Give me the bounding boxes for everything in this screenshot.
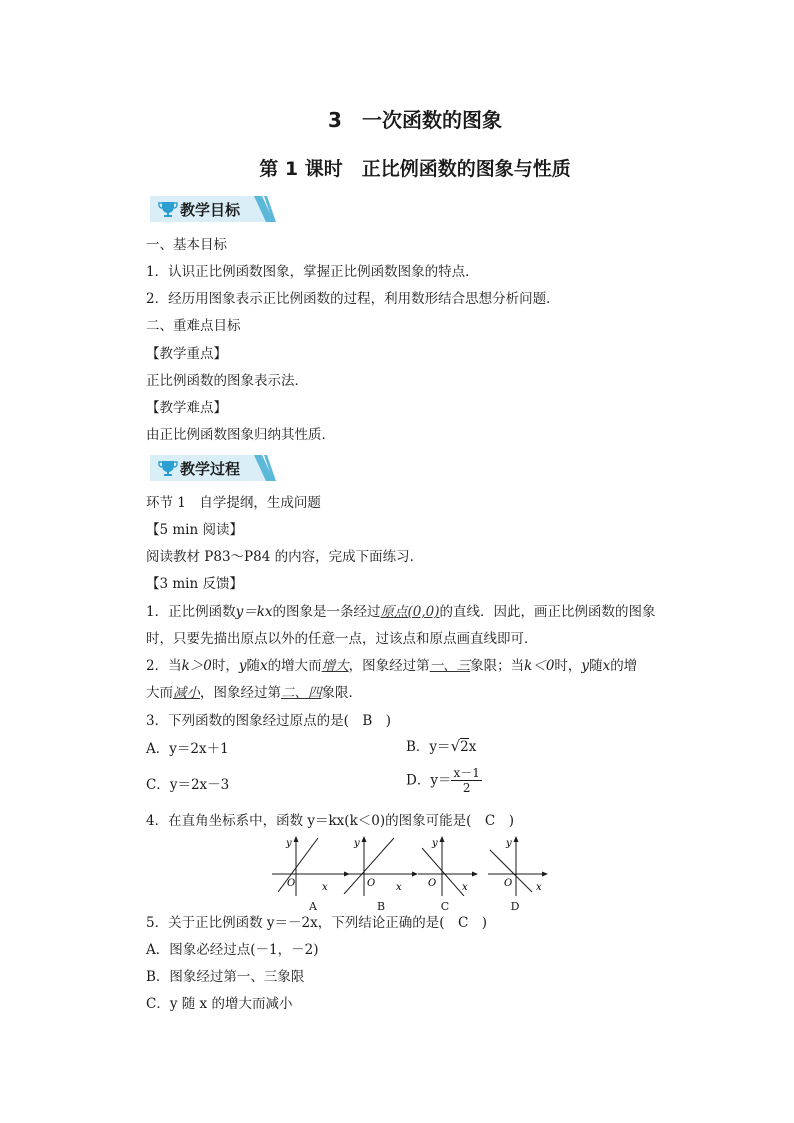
axis-x-label: x	[322, 882, 328, 893]
question-1-line-1	[146, 603, 656, 621]
q4-figure-d	[474, 834, 556, 913]
q2-var: y	[581, 658, 590, 674]
question-5-option-a: A．图象必经过点(－1，－2)	[146, 942, 319, 958]
figure-label: D	[510, 900, 520, 913]
q3-b-radicand: 2	[460, 739, 469, 755]
q2-text: 随	[246, 658, 261, 674]
q2-text: 象限；当	[470, 658, 525, 674]
section-label-process: 教学过程	[180, 460, 241, 478]
q3-b-prefix: B．y＝	[406, 739, 451, 755]
q2-var: x	[260, 658, 268, 674]
q2-condition: k＞0	[181, 658, 212, 674]
q2-text: 象限．	[321, 685, 362, 701]
figure-label: A	[309, 900, 317, 913]
section-label-goals: 教学目标	[180, 201, 241, 219]
section-tab-goals	[150, 196, 276, 222]
q3-d-fraction	[451, 766, 481, 795]
q2-text: ，图象经过第	[348, 658, 430, 674]
axis-y-label: y	[432, 838, 438, 849]
q2-text: ，图象经过第	[200, 685, 281, 701]
goals-key-heading: 二、重难点目标	[146, 318, 241, 334]
question-3-option-a: A．y＝2x＋1	[146, 741, 229, 757]
question-1-line-2: 时，只要先描出原点以外的任意一点，过该点和原点画直线即可．	[146, 631, 538, 647]
axis-x-label: x	[396, 882, 402, 893]
focus-label: 【教学重点】	[146, 346, 227, 362]
q2-text: 的增大而	[267, 658, 322, 674]
goals-item-2: 2．经历用图象表示正比例函数的过程，利用数形结合思想分析问题．	[146, 291, 560, 307]
q1-text: 1．正比例函数	[146, 604, 236, 620]
read-text: 阅读教材 P83～P84 的内容，完成下面练习．	[146, 549, 424, 565]
q1-answer-blank: 原点(0,0)	[380, 604, 440, 620]
origin-label: O	[367, 878, 376, 889]
line-graph-icon	[474, 834, 556, 896]
fraction-numerator: x－1	[453, 766, 480, 780]
q2-var: x	[602, 658, 611, 674]
question-2-line-2	[146, 684, 362, 702]
q1-text: 的直线．因此，画正比例函数的图象	[439, 604, 656, 620]
question-5-stem: 5．关于正比例函数 y＝－2x，下列结论正确的是( C )	[146, 915, 488, 931]
sqrt-symbol: √	[450, 737, 461, 755]
figure-label: B	[376, 900, 386, 913]
question-2-line-1	[146, 657, 637, 675]
axis-x-label: x	[536, 882, 542, 893]
trophy-icon	[158, 458, 178, 478]
q2-text: 大而	[146, 685, 173, 701]
question-3-option-c: C．y＝2x－3	[146, 777, 230, 793]
feedback-label: 【3 min 反馈】	[146, 576, 243, 592]
axis-y-label: y	[286, 838, 292, 849]
question-3-option-d	[406, 766, 482, 795]
q3-b-suffix: x	[468, 739, 477, 755]
q2-answer-blank: 增大	[321, 658, 349, 674]
section-tab-process	[150, 455, 276, 481]
question-4-stem: 4．在直角坐标系中，函数 y＝kx(k＜0)的图象可能是( C )	[146, 813, 514, 829]
axis-x-label: x	[462, 882, 468, 893]
page-subtitle: 第 1 课时 正比例函数的图象与性质	[259, 158, 571, 180]
page-title: 3 一次函数的图象	[328, 108, 502, 132]
axis-y-label: y	[506, 838, 512, 849]
q2-text: 2．当	[146, 658, 182, 674]
q2-text: 随	[589, 658, 603, 674]
figure-label: C	[440, 900, 450, 913]
question-5-option-c: C．y 随 x 的增大而减小	[146, 996, 293, 1012]
q1-text: 的图象是一条经过	[272, 604, 381, 620]
question-5-option-b: B．图象经过第一、三象限	[146, 969, 305, 985]
difficulty-text: 由正比例函数图象归纳其性质．	[146, 427, 335, 443]
origin-label: O	[504, 878, 513, 889]
q2-text: 的增	[610, 658, 638, 674]
difficulty-label: 【教学难点】	[146, 400, 227, 416]
q2-condition: k＜0	[524, 658, 555, 674]
q2-answer-blank: 减小	[173, 685, 200, 701]
origin-label: O	[287, 878, 296, 889]
q2-answer-blank: 二、四	[281, 685, 322, 701]
goals-basic-heading: 一、基本目标	[146, 237, 227, 253]
trophy-icon	[158, 199, 178, 219]
read-label: 【5 min 阅读】	[146, 522, 243, 538]
axis-y-label: y	[354, 838, 360, 849]
focus-text: 正比例函数的图象表示法．	[146, 373, 308, 389]
q3-d-prefix: D．y＝	[406, 772, 452, 789]
origin-label: O	[428, 878, 437, 889]
step-1-heading: 环节 1 自学提纲，生成问题	[146, 495, 321, 511]
q2-text: 时，	[211, 658, 239, 674]
fraction-denominator: 2	[462, 781, 471, 795]
question-3-stem: 3．下列函数的图象经过原点的是( B )	[146, 713, 392, 729]
q2-answer-blank: 一、三	[429, 658, 471, 674]
q2-var: y	[238, 658, 247, 674]
goals-item-1: 1．认识正比例函数图象，掌握正比例函数图象的特点．	[146, 264, 479, 280]
q1-function: y＝kx	[235, 604, 273, 620]
q2-text: 时，	[554, 658, 582, 674]
question-3-option-b	[406, 737, 476, 756]
